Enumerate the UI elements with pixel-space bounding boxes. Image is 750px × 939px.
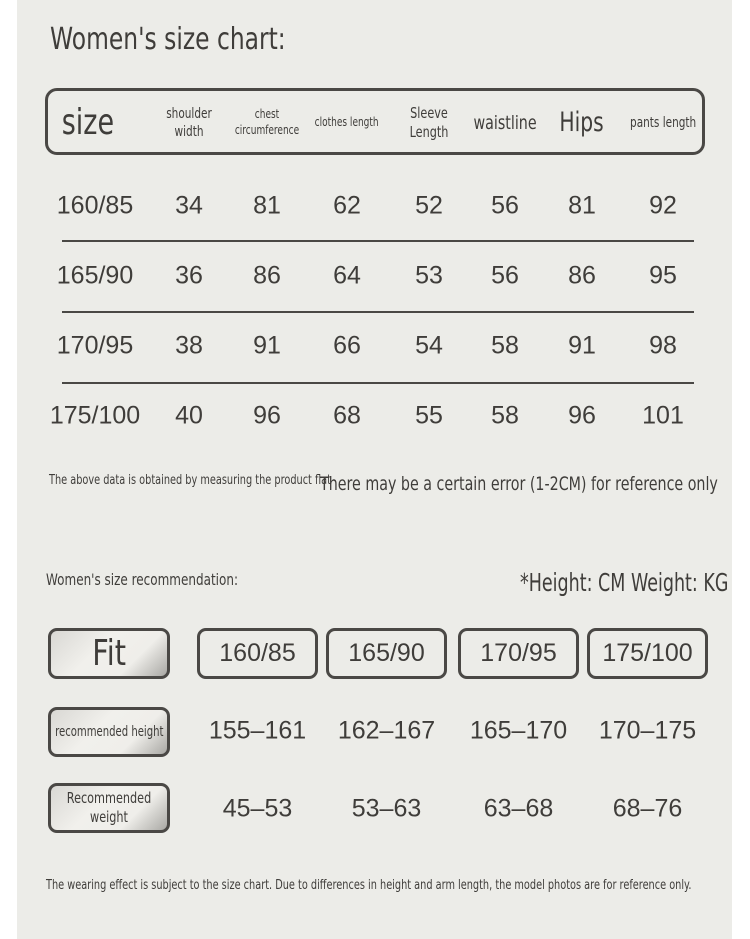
size-option: 170/95	[458, 628, 579, 679]
measure-cell: 36	[175, 261, 203, 290]
column-header-text: shoulder width	[166, 105, 212, 140]
measure-cell: 54	[415, 331, 443, 360]
page-title: Women's size chart:	[50, 22, 286, 57]
size-cell: 175/100	[49, 401, 141, 430]
measure-cell: 58	[491, 331, 519, 360]
height-value: 170–175	[598, 716, 697, 745]
measure-cell: 64	[333, 261, 361, 290]
weight-label	[48, 783, 170, 833]
column-header-text: waistline	[473, 111, 537, 134]
row-divider	[62, 311, 694, 313]
measure-cell: 98	[649, 331, 677, 360]
column-header	[537, 88, 627, 158]
measure-cell: 81	[568, 191, 596, 220]
height-value: 162–167	[337, 716, 436, 745]
measure-cell: 34	[175, 191, 203, 220]
fit-label	[48, 628, 170, 679]
measure-cell: 95	[649, 261, 677, 290]
measure-cell: 68	[333, 401, 361, 430]
measure-cell: 86	[253, 261, 281, 290]
measure-cell: 56	[491, 261, 519, 290]
footer-note: The wearing effect is subject to the size chart. Due to differences in height and arm length, the model photos are for reference only.	[46, 878, 692, 893]
weight-value: 53–63	[351, 794, 422, 823]
measure-cell: 52	[415, 191, 443, 220]
measure-cell: 91	[568, 331, 596, 360]
size-cell: 165/90	[56, 261, 134, 290]
measure-cell: 91	[253, 331, 281, 360]
measure-cell: 62	[333, 191, 361, 220]
measure-cell: 86	[568, 261, 596, 290]
error-note: There may be a certain error (1-2CM) for reference only	[320, 473, 718, 495]
weight-label-text: Recommended weight	[66, 788, 152, 826]
size-option: 160/85	[197, 628, 318, 679]
row-divider	[62, 240, 694, 242]
size-option: 165/90	[326, 628, 447, 679]
measure-cell: 40	[175, 401, 203, 430]
weight-value: 45–53	[222, 794, 293, 823]
measure-note: The above data is obtained by measuring the product flat	[49, 473, 331, 488]
measure-cell: 53	[415, 261, 443, 290]
measure-cell: 55	[415, 401, 443, 430]
measure-cell: 92	[649, 191, 677, 220]
column-header-text: chest circumference	[234, 107, 300, 137]
column-header	[618, 88, 708, 158]
size-cell: 170/95	[56, 331, 134, 360]
column-header-text: size	[61, 101, 115, 143]
weight-value: 68–76	[612, 794, 683, 823]
measure-cell: 81	[253, 191, 281, 220]
size-option: 175/100	[587, 628, 708, 679]
height-label-text: recommended height	[54, 724, 164, 740]
measure-cell: 58	[491, 401, 519, 430]
column-header	[302, 88, 392, 158]
column-header-text: clothes length	[315, 115, 379, 130]
column-header-text: Hips	[559, 107, 605, 139]
measure-cell: 101	[642, 401, 684, 430]
row-divider	[62, 382, 694, 384]
height-label	[48, 707, 170, 757]
measure-cell: 56	[491, 191, 519, 220]
weight-value: 63–68	[483, 794, 554, 823]
measure-cell: 96	[568, 401, 596, 430]
column-header	[43, 88, 133, 158]
measure-cell: 66	[333, 331, 361, 360]
units-note: *Height: CM Weight: KG	[520, 568, 729, 597]
measure-cell: 96	[253, 401, 281, 430]
recommendation-title: Women's size recommendation:	[46, 570, 238, 589]
measure-cell: 38	[175, 331, 203, 360]
fit-label-text: Fit	[92, 633, 126, 674]
height-value: 165–170	[469, 716, 568, 745]
height-value: 155–161	[208, 716, 307, 745]
size-cell: 160/85	[56, 191, 134, 220]
column-header-text: pants length	[629, 114, 697, 131]
column-header-text: Sleeve Length	[409, 103, 449, 141]
